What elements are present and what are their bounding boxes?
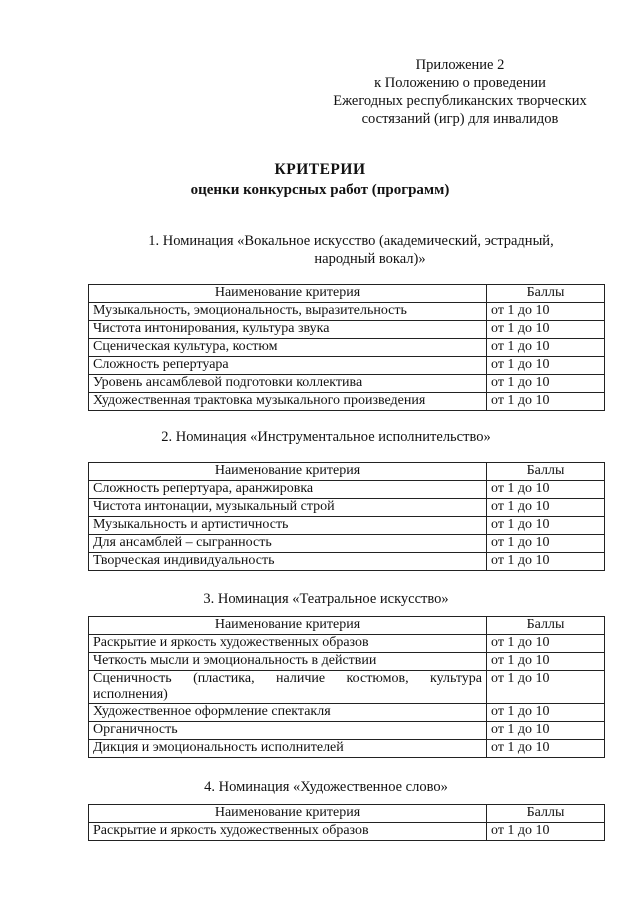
table-row: Музыкальность и артистичность от 1 до 10: [89, 517, 605, 535]
table-row: Уровень ансамблевой подготовки коллектива от 1 до 10: [89, 375, 605, 393]
criterion-header: Наименование критерия: [89, 285, 487, 303]
appendix-line: к Положению о проведении: [374, 75, 546, 91]
table-header-row: [89, 617, 605, 635]
table-header-row: [89, 805, 605, 823]
table-row: Сложность репертуара от 1 до 10: [89, 357, 605, 375]
document-title: [0, 160, 640, 200]
title-main: КРИТЕРИИ: [274, 161, 366, 178]
section-3-table: [88, 616, 605, 758]
criterion-header: Наименование критерия: [89, 463, 487, 481]
table-row: Чистота интонирования, культура звука от 1 до 10: [89, 321, 605, 339]
table-row: Четкость мысли и эмоциональность в действии от 1 до 10: [89, 653, 605, 671]
section-4-table: [88, 804, 605, 841]
section-2-heading: 2. Номинация «Инструментальное исполнительство»: [161, 429, 491, 445]
table-row: Дикция и эмоциональность исполнителей от 1 до 10: [89, 740, 605, 758]
section-4-heading: 4. Номинация «Художественное слово»: [204, 779, 448, 795]
table-row: Художественное оформление спектакля от 1 до 10: [89, 704, 605, 722]
section-3-heading: 3. Номинация «Театральное искусство»: [203, 591, 449, 607]
table-row: Сценическая культура, костюм от 1 до 10: [89, 339, 605, 357]
table-row: Раскрытие и яркость художественных образов от 1 до 10: [89, 823, 605, 841]
table-header-row: [89, 285, 605, 303]
table-header-row: [89, 463, 605, 481]
table-row: Раскрытие и яркость художественных образов от 1 до 10: [89, 635, 605, 653]
score-header: Баллы: [487, 285, 605, 303]
table-row: Художественная трактовка музыкального произведения от 1 до 10: [89, 393, 605, 411]
score-header: Баллы: [487, 463, 605, 481]
title-subtitle: оценки конкурсных работ (программ): [190, 182, 450, 198]
score-header: Баллы: [487, 805, 605, 823]
appendix-line: Ежегодных республиканских творческих: [333, 93, 587, 109]
score-header: Баллы: [487, 617, 605, 635]
table-row: Сценичность (пластика, наличие костюмов, культура исполнения) от 1 до 10: [89, 671, 605, 704]
table-row: Органичность от 1 до 10: [89, 722, 605, 740]
table-row: Музыкальность, эмоциональность, выразительность от 1 до 10: [89, 303, 605, 321]
section-1-heading: 1. Номинация «Вокальное искусство (академический, эстрадный, народный вокал)»: [148, 233, 554, 267]
table-row: Для ансамблей – сыгранность от 1 до 10: [89, 535, 605, 553]
appendix-line: Приложение 2: [415, 57, 505, 73]
table-row: Творческая индивидуальность от 1 до 10: [89, 553, 605, 571]
criterion-header: Наименование критерия: [89, 617, 487, 635]
criterion-header: Наименование критерия: [89, 805, 487, 823]
section-1-table: [88, 284, 605, 411]
table-row: Чистота интонации, музыкальный строй от 1 до 10: [89, 499, 605, 517]
table-row: Сложность репертуара, аранжировка от 1 до 10: [89, 481, 605, 499]
appendix-line: состязаний (игр) для инвалидов: [361, 111, 559, 127]
section-2-table: [88, 462, 605, 571]
appendix-note: [310, 56, 610, 128]
